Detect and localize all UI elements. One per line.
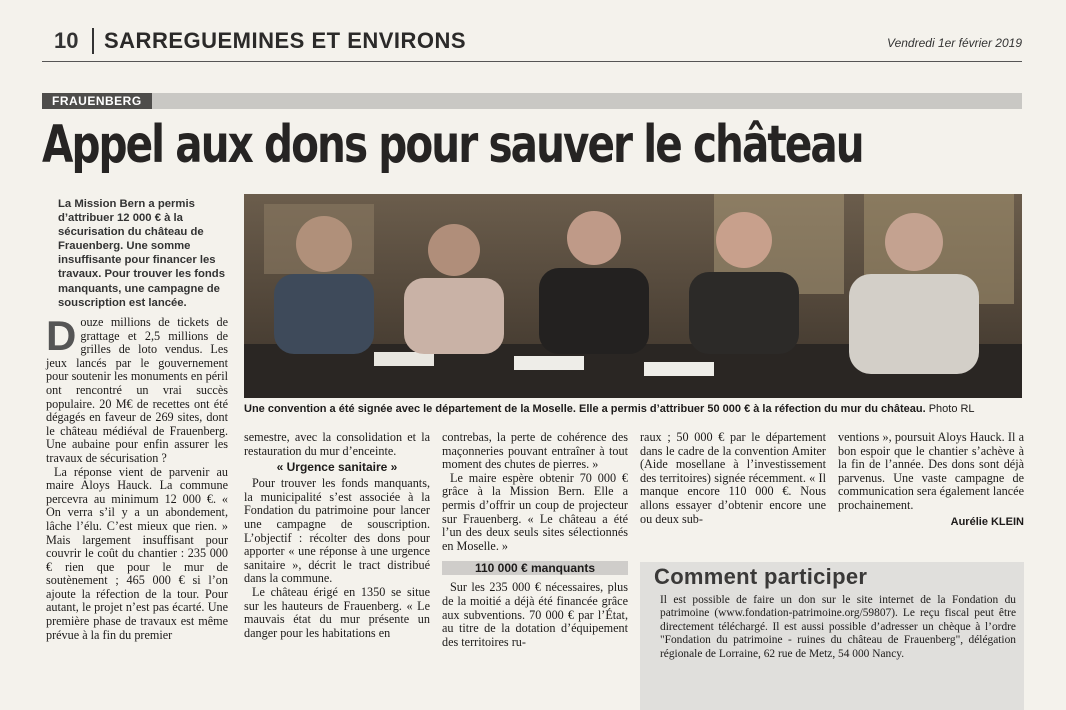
paragraph: Pour trouver les fonds manquants, la municipalité s’est associée à la Fondation du patrimoine pour lancer une campagne de souscription. L’objectif : récolter des dons pour apporter « une réponse à une urgence sanitaire », décrit le tract distribué dans la commune. xyxy=(244,476,430,586)
lead-paragraph: La Mission Bern a permis d’attribuer 12 000 € à la sécurisation du château de Frauenberg. Une somme insuffisante pour financer les travaux. Pour trouver les fonds manquants, une campagne de souscription est lancée. xyxy=(58,198,225,309)
author-byline: Aurélie KLEIN xyxy=(950,515,1024,528)
subheading-manquants: 110 000 € manquants xyxy=(442,561,628,575)
header-rule xyxy=(42,61,1022,62)
paragraph: raux ; 50 000 € par le département dans le cadre de la convention Amiter (Aide mosellane à l’investissement des territoires) signée récemment. « Il manque encore 110 000 €. Nous allons essayer d’obtenir encore une ou deux sub- xyxy=(640,430,826,526)
article-column-4 xyxy=(640,431,826,526)
article-column-5 xyxy=(838,431,1024,529)
kicker-band xyxy=(42,93,1022,109)
article-column-1 xyxy=(46,312,228,642)
caption-text: Une convention a été signée avec le département de la Moselle. Elle a permis d’attribuer 50 000 € à la réfection du mur du château. xyxy=(244,403,926,415)
paragraph: Sur les 235 000 € nécessaires, plus de la moitié a déjà été financée grâce aux subventions. 70 000 € par l’État, au titre de la dotation d’équipement des territoires ru- xyxy=(442,580,628,649)
drop-cap: D xyxy=(46,312,77,359)
subheading-urgence-sanitaire: « Urgence sanitaire » xyxy=(276,460,398,475)
paragraph: semestre, avec la consolidation et la restauration du mur d’enceinte. xyxy=(244,430,430,458)
photo-caption xyxy=(244,402,1044,416)
paragraph-2: La réponse vient de parvenir au maire Aloys Hauck. La commune percevra au minimum 12 000 €. « On verra s’il y a un abondement, lâche l’élu. C’est mieux que rien. » Mais largement insuffisant pour couvrir le coût du chantier : 235 000 € rien que pour le mur de soutènement ; 465 000 € si l’on ajoute la réfection de la tour. Pour autant, le projet n’est pas écarté. Une première phase de travaux est même prévue à la fin du premier xyxy=(46,464,228,642)
page-number-divider xyxy=(92,28,94,54)
paragraph: ventions », poursuit Aloys Hauck. Il a bon espoir que le chantier s’achève à la fin de l’année. Des dons sont déjà parvenus. Une vaste campagne de communication sera également lancée prochainement. xyxy=(838,430,1024,512)
info-box-title: Comment participer xyxy=(654,564,868,589)
page-number: 10 xyxy=(54,28,79,53)
paragraph: Le château érigé en 1350 se situe sur les hauteurs de Frauenberg. « Le mauvais état du mur présente un danger pour les habitations en xyxy=(244,584,430,640)
photo-signing-ceremony xyxy=(244,194,1022,398)
info-box-text: Il est possible de faire un don sur le site internet de la Fondation du patrimoine (www.fondation-patrimoine.org/59807). Le reçu fiscal peut être directement téléchargé. Il est aussi possible d’adresser un chèque à l’ordre "Fondation du patrimoine - ruines du château de Frauenberg", délégation régionale de Lorraine, 62 rue de Metz, 54 000 Nancy. xyxy=(660,594,1016,660)
issue-date: Vendredi 1er février 2019 xyxy=(887,36,1022,50)
photo-credit: Photo RL xyxy=(928,403,975,415)
article-column-3 xyxy=(442,431,628,649)
article-photo xyxy=(244,194,1022,398)
paragraph-1 xyxy=(46,312,228,466)
paragraph-1-text: ouze millions de tickets de grattage et 2,5 millions de grilles de loto vendus. Les jeux lancés par le gouvernement pour soutenir les monuments en péril ont rencontré un vrai succès populaire. 20 M€ de recettes ont été dégagés en faveur de 269 sites, dont le château médiéval de Frauenberg. Une aubaine pour enfin assurer les travaux de sécurisation ? xyxy=(46,315,228,465)
paragraph: Le maire espère obtenir 70 000 € grâce à la Mission Bern. Elle a permis d’offrir un coup de projecteur sur Frauenberg. « Le château a été l’un des deux seuls sites sélectionnés en Moselle. » xyxy=(442,470,628,553)
article-column-2 xyxy=(244,431,430,640)
section-title: SARREGUEMINES ET ENVIRONS xyxy=(104,28,467,53)
headline: Appel aux dons pour sauver le château xyxy=(42,115,863,175)
paragraph: contrebas, la perte de cohérence des maçonneries pouvant entraîner à tout moment des chutes de pierres. » xyxy=(442,430,628,472)
kicker-label: FRAUENBERG xyxy=(42,93,152,109)
